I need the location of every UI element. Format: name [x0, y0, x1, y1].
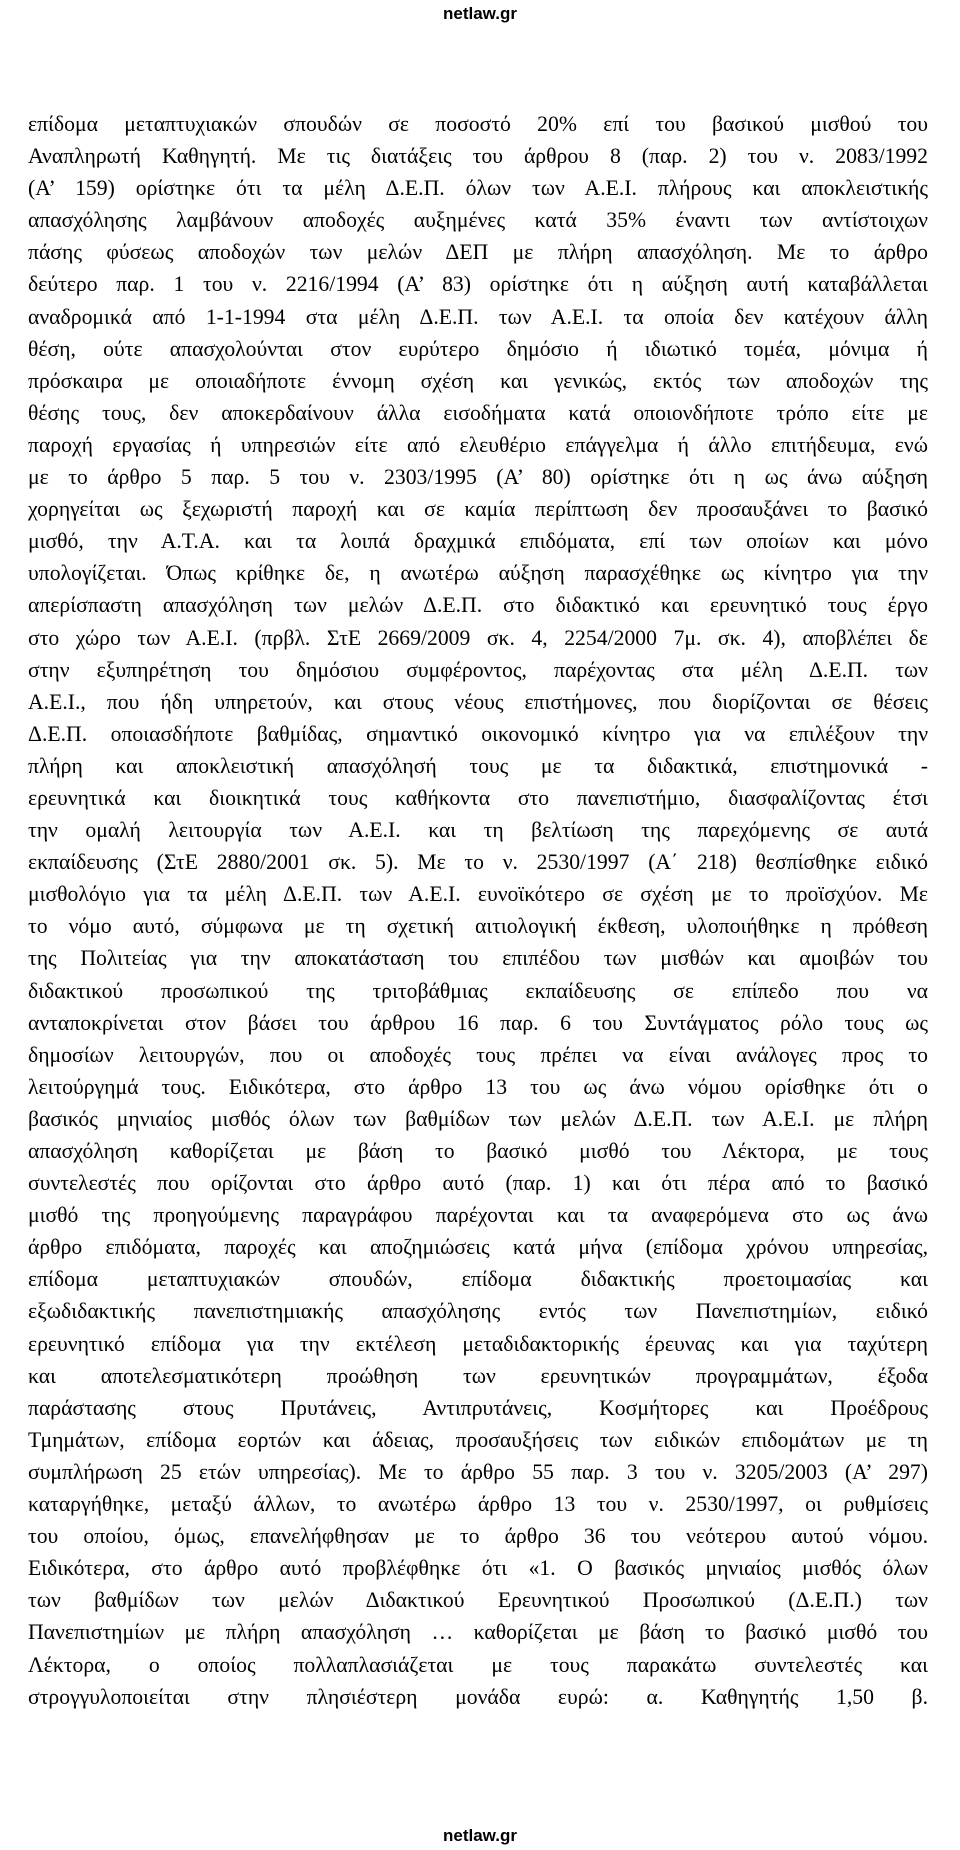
text-line: μισθολόγιο για τα μέλη Δ.Ε.Π. των Α.Ε.Ι. ευνοϊκότερο σε σχέση με το προϊσχύον. Με	[28, 882, 928, 907]
text-line: λειτούργημά τους. Ειδικότερα, στο άρθρο 13 του ως άνω νόμου ορίσθηκε ότι ο	[28, 1074, 928, 1099]
text-line: αναδρομικά από 1-1-1994 στα μέλη Δ.Ε.Π. των Α.Ε.Ι. τα οποία δεν κατέχουν άλλη	[28, 304, 928, 329]
document-body	[28, 108, 928, 1713]
text-line: (Α’ 159) ορίστηκε ότι τα μέλη Δ.Ε.Π. όλων των Α.Ε.Ι. πλήρους και αποκλειστικής	[28, 176, 928, 201]
text-line: θέσης τους, δεν αποκερδαίνουν άλλα εισοδήματα κατά οποιονδήποτε τρόπο είτε με	[28, 400, 928, 425]
footer-site-name: netlaw.gr	[443, 1826, 517, 1845]
text-line: παράστασης στους Πρυτάνεις, Αντιπρυτάνεις, Κοσμήτορες και Προέδρους	[28, 1395, 928, 1420]
text-line: δημοσίων λειτουργών, που οι αποδοχές τους πρέπει να είναι ανάλογες προς το	[28, 1042, 928, 1067]
text-line: απερίσπαστη απασχόληση των μελών Δ.Ε.Π. στο διδακτικό και ερευνητικό τους έργο	[28, 593, 928, 618]
text-line: άρθρο επιδόματα, παροχές και αποζημιώσεις κατά μήνα (επίδομα χρόνου υπηρεσίας,	[28, 1235, 928, 1260]
text-line: επίδομα μεταπτυχιακών σπουδών σε ποσοστό 20% επί του βασικού μισθού του	[28, 112, 928, 136]
text-line: Δ.Ε.Π. οποιασδήποτε βαθμίδας, σημαντικό οικονομικό κίνητρο για να επιλέξουν την	[28, 721, 928, 746]
text-line: εξωδιδακτικής πανεπιστημιακής απασχόλησης εντός των Πανεπιστημίων, ειδικό	[28, 1299, 928, 1324]
text-line: συντελεστές που ορίζονται στο άρθρο αυτό (παρ. 1) και ότι πέρα από το βασικό	[28, 1171, 928, 1196]
text-line: στρογγυλοποιείται στην πλησιέστερη μονάδα ευρώ: α. Καθηγητής 1,50 β.	[28, 1684, 928, 1709]
text-line: στην εξυπηρέτηση του δημόσιου συμφέροντος, παρέχοντας στα μέλη Δ.Ε.Π. των	[28, 657, 928, 682]
text-line: βασικός μηνιαίος μισθός όλων των βαθμίδων των μελών Δ.Ε.Π. των Α.Ε.Ι. με πλήρη	[28, 1106, 928, 1131]
text-line: το νόμο αυτό, σύμφωνα με τη σχετική αιτιολογική έκθεση, υλοποιήθηκε η πρόθεση	[28, 914, 928, 939]
text-line: Ειδικότερα, στο άρθρο αυτό προβλέφθηκε ότι «1. Ο βασικός μηνιαίος μισθός όλων	[28, 1556, 928, 1581]
text-line: Α.Ε.Ι., που ήδη υπηρετούν, και στους νέους επιστήμονες, που διορίζονται σε θέσεις	[28, 689, 928, 714]
text-line: Λέκτορα, ο οποίος πολλαπλασιάζεται με τους παρακάτω συντελεστές και	[28, 1652, 928, 1677]
page-footer	[0, 1822, 960, 1850]
text-line: μισθό, την Α.Τ.Α. και τα λοιπά δραχμικά επιδόματα, επί των οποίων και μόνο	[28, 529, 928, 554]
text-line: πλήρη και αποκλειστική απασχόλησή τους με τα διδακτικά, επιστημονικά -	[28, 753, 928, 778]
text-line: την ομαλή λειτουργία των Α.Ε.Ι. και τη βελτίωση της παρεχόμενης σε αυτά	[28, 818, 928, 843]
text-line: υπολογίζεται. Όπως κρίθηκε δε, η ανωτέρω αύξηση παρασχέθηκε ως κίνητρο για την	[28, 561, 928, 586]
text-line: διδακτικού προσωπικού της τριτοβάθμιας εκπαίδευσης σε επίπεδο που να	[28, 978, 928, 1003]
text-line: απασχόληση καθορίζεται με βάση το βασικό μισθό του Λέκτορα, με τους	[28, 1139, 928, 1163]
header-site-name: netlaw.gr	[443, 4, 517, 23]
text-line: εκπαίδευσης (ΣτΕ 2880/2001 σκ. 5). Με το ν. 2530/1997 (Α΄ 218) θεσπίσθηκε ειδικό	[28, 850, 928, 875]
text-line: συμπλήρωση 25 ετών υπηρεσίας). Με το άρθρο 55 παρ. 3 του ν. 3205/2003 (Α’ 297)	[28, 1459, 928, 1484]
text-line: ερευνητικό επίδομα για την εκτέλεση μεταδιδακτορικής έρευνας και για ταχύτερη	[28, 1331, 928, 1356]
text-line: και αποτελεσματικότερη προώθηση των ερευνητικών προγραμμάτων, έξοδα	[28, 1363, 928, 1388]
text-line: ερευνητικά και διοικητικά τους καθήκοντα στο πανεπιστήμιο, διασφαλίζοντας έτσι	[28, 785, 928, 810]
text-line: επίδομα μεταπτυχιακών σπουδών, επίδομα διδακτικής προετοιμασίας και	[28, 1267, 928, 1292]
text-line: καταργήθηκε, μεταξύ άλλων, το ανωτέρω άρθρο 13 του ν. 2530/1997, οι ρυθμίσεις	[28, 1492, 928, 1517]
text-line: στο χώρο των Α.Ε.Ι. (πρβλ. ΣτΕ 2669/2009 σκ. 4, 2254/2000 7μ. σκ. 4), αποβλέπει δε	[28, 625, 928, 650]
text-line: με το άρθρο 5 παρ. 5 του ν. 2303/1995 (Α’ 80) ορίστηκε ότι η ως άνω αύξηση	[28, 465, 928, 490]
text-line: του οποίου, όμως, επανελήφθησαν με το άρθρο 36 του νεότερου αυτού νόμου.	[28, 1524, 928, 1549]
text-line: Πανεπιστημίων με πλήρη απασχόληση … καθορίζεται με βάση το βασικό μισθό του	[28, 1620, 928, 1645]
text-line: πάσης φύσεως αποδοχών των μελών ΔΕΠ με πλήρη απασχόληση. Με το άρθρο	[28, 240, 928, 265]
text-line: χορηγείται ως ξεχωριστή παροχή και σε καμία περίπτωση δεν προσαυξάνει το βασικό	[28, 497, 928, 522]
text-line: μισθό της προηγούμενης παραγράφου παρέχονται και τα αναφερόμενα στο ως άνω	[28, 1203, 928, 1228]
text-line: απασχόλησης λαμβάνουν αποδοχές αυξημένες κατά 35% έναντι των αντίστοιχων	[28, 208, 928, 233]
text-line: Αναπληρωτή Καθηγητή. Με τις διατάξεις του άρθρου 8 (παρ. 2) του ν. 2083/1992	[28, 144, 928, 169]
text-line: των βαθμίδων των μελών Διδακτικού Ερευνητικού Προσωπικού (Δ.Ε.Π.) των	[28, 1588, 928, 1613]
text-line: πρόσκαιρα με οποιαδήποτε έννομη σχέση και γενικώς, εκτός των αποδοχών της	[28, 368, 928, 393]
text-line: δεύτερο παρ. 1 του ν. 2216/1994 (Α’ 83) ορίστηκε ότι η αύξηση αυτή καταβάλλεται	[28, 272, 928, 297]
text-line: θέση, ούτε απασχολούνται στον ευρύτερο δημόσιο ή ιδιωτικό τομέα, μόνιμα ή	[28, 336, 928, 361]
text-line: Τμημάτων, επίδομα εορτών και άδειας, προσαυξήσεις των ειδικών επιδομάτων με τη	[28, 1427, 928, 1452]
text-line: ανταποκρίνεται στον βάσει του άρθρου 16 παρ. 6 του Συντάγματος ρόλο τους ως	[28, 1010, 928, 1035]
page-header	[0, 0, 960, 28]
text-line: της Πολιτείας για την αποκατάσταση του επιπέδου των μισθών και αμοιβών του	[28, 946, 928, 971]
text-line: παροχή εργασίας ή υπηρεσιών είτε από ελευθέριο επάγγελμα ή άλλο επιτήδευμα, ενώ	[28, 432, 928, 457]
